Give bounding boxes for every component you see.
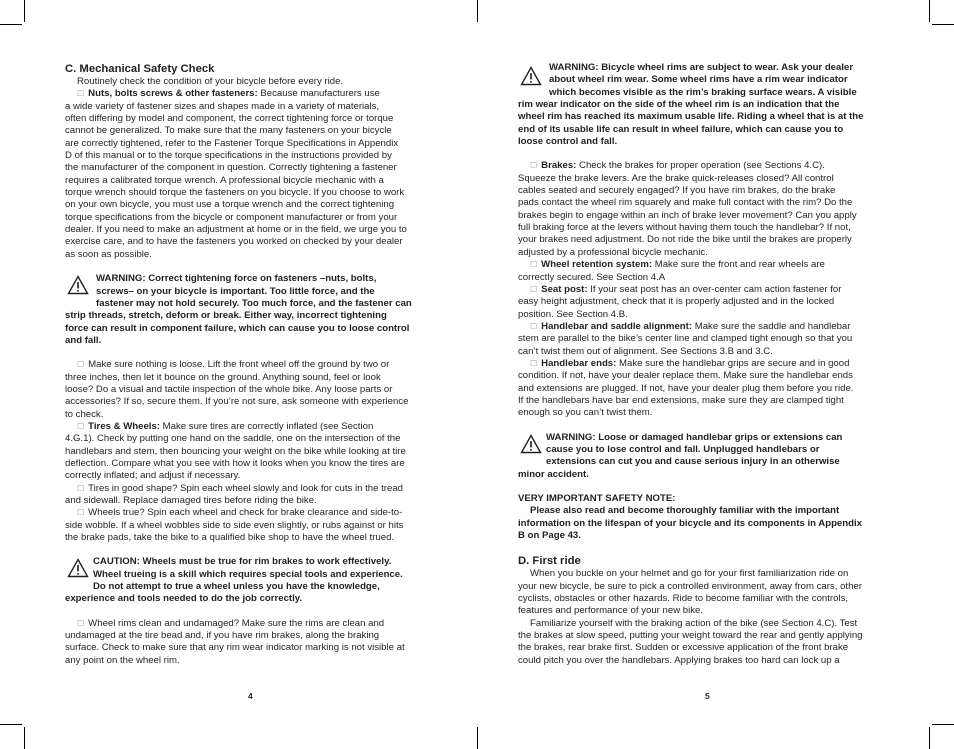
wheel-retention-paragraph: ☐ Wheel retention system: Make sure the front and rear wheels are correctly secured. See Section 4.A (518, 259, 825, 283)
crop-mark (932, 24, 954, 25)
page-number: 4 (248, 691, 253, 701)
warning-triangle-icon (520, 66, 542, 86)
crop-mark (0, 724, 22, 725)
checkbox-bullet-icon: ☐ (530, 260, 538, 270)
checkbox-bullet-icon: ☐ (77, 360, 85, 370)
checkbox-bullet-icon: ☐ (77, 508, 85, 518)
page-number: 5 (705, 691, 710, 701)
checkbox-bullet-icon: ☐ (530, 161, 538, 171)
handlebar-ends-paragraph: ☐ Handlebar ends: Make sure the handlebar grips are secure and in good condition. If not, have your dealer replace them. Make sure the handlebar ends and extensions are plugged. If not, have your dealer plug them before you ride. If the handlebars have bar end extensions, make sure they are clamped tight enough so you can’t twist them. (518, 357, 854, 419)
nuts-bolts-paragraph: ☐ Nuts, bolts screws & other fasteners: Because manufacturers use a wide variety of fastener sizes and shapes made in a variety of materials, often differing by model and component, the correct tightening force or torque cannot be generalized. To make sure that the many fasteners on your bicycle are correctly tightened, refer to the Fastener Torque Specifications in Appendix D of this manual or to the torque specifications in the instructions provided by the manufacturer of the component in question. Correctly tightening a fastener requires a calibrated torque wrench. A professional bicycle mechanic with a torque wrench should torque the fasteners on you bicycle. If you choose to work on your own bicycle, you must use a torque wrench and the correct tightening torque specifications from the bicycle or component manufacturer or from your dealer. If you need to make an adjustment at home or in the field, we urge you to exercise care, and to have the fasteners you worked on checked by your dealer as soon as possible. (65, 88, 407, 260)
important-safety-note: VERY IMPORTANT SAFETY NOTE: Please also read and become thoroughly familiar with the important information on the lifespan of your bicycle and its components in Appendix B on Page 43. (518, 493, 890, 542)
warning-triangle-icon (67, 275, 89, 295)
warning-handlebar-grips: WARNING: Loose or damaged handlebar grips or extensions can cause you to lose control and fall. Unplugged handlebars or extensions can cut you and cause serious injury in an otherwise minor accident. (518, 431, 843, 480)
crop-mark (0, 24, 22, 25)
intro-text: Routinely check the condition of your bicycle before every ride. (77, 76, 344, 87)
wheels-true-paragraph: ☐ Wheels true? Spin each wheel and check for brake clearance and side-to- side wobble. If a wheel wobbles side to side even slightly, or rubs against or hits the brake pads, take the bike to a qualified bike shop to have the wheel trued. (65, 507, 404, 544)
tires-wheels-paragraph: ☐ Tires & Wheels: Make sure tires are correctly inflated (see Section 4.G.1). Check by putting one hand on the saddle, one on the intersection of the handlebars and stem, then bouncing your weight on the bike while looking at tire deflection. Compare what you see with how it looks when you know the tires are correctly inflated; and adjust if necessary. (65, 420, 406, 482)
warning-fastener-torque: WARNING: Correct tightening force on fasteners –nuts, bolts, screws– on your bicycle is important. Too little force, and the fastener may not hold securely. Too much force, and the fastener can strip threads, stretch, deform or break. Either way, incorrect tightening force can result in component failure, which can cause you to loose control and fall. (65, 273, 412, 346)
checkbox-bullet-icon: ☐ (77, 618, 85, 628)
crop-mark (932, 724, 954, 725)
right-page (518, 62, 890, 667)
brakes-paragraph: ☐ Brakes: Check the brakes for proper operation (see Sections 4.C). Squeeze the brake levers. Are the brake quick-releases closed? All control cables seated and securely engaged? If you have rim brakes, do the brake pads contact the wheel rim squarely and make full contact with the rim? Do the brakes begin to engage within an inch of brake lever movement? Can you apply full braking force at the levers without having them touch the handlebar? If not, your brakes need adjustment. Do not ride the bike until the brakes are properly adjusted by a professional bicycle mechanic. (518, 160, 857, 258)
important-note-title: VERY IMPORTANT SAFETY NOTE: (518, 493, 676, 504)
checkbox-bullet-icon: ☐ (77, 89, 85, 99)
checkbox-bullet-icon: ☐ (77, 421, 85, 431)
tires-shape-paragraph: ☐ Tires in good shape? Spin each wheel slowly and look for cuts in the tread and sidewall. Replace damaged tires before riding the bike. (65, 482, 403, 506)
nuts-bolts-label: Nuts, bolts screws & other fasteners: (88, 88, 258, 100)
left-page (65, 62, 437, 667)
seat-post-paragraph: ☐ Seat post: If your seat post has an over-center cam action fastener for easy height adjustment, check that it is properly adjusted and in the locked position. See Section 4.B. (518, 283, 842, 320)
checkbox-bullet-icon: ☐ (77, 483, 85, 493)
crop-mark (477, 727, 478, 749)
section-heading-first-ride: D. First ride (518, 555, 581, 568)
crop-mark (24, 727, 25, 749)
handlebar-alignment-paragraph: ☐ Handlebar and saddle alignment: Make sure the saddle and handlebar stem are parallel to the bike’s center line and clamped tight enough so that you can’t twist them out of alignment. See Sections 3.B and 3.C. (518, 320, 853, 357)
rims-clean-paragraph: ☐ Wheel rims clean and undamaged? Make sure the rims are clean and undamaged at the tire bead and, if you have rim brakes, along the braking surface. Check to make sure that any rim wear indicator marking is not visible at any point on the wheel rim. (65, 617, 405, 666)
warning-triangle-icon (67, 558, 89, 578)
crop-mark (929, 727, 930, 749)
checkbox-bullet-icon: ☐ (530, 284, 538, 294)
caution-wheel-true: CAUTION: Wheels must be true for rim brakes to work effectively. Wheel trueing is a skill which requires special tools and experience. Do not attempt to true a wheel unless you have the knowledge, experience and tools needed to do the job correctly. (65, 556, 403, 605)
loose-check-paragraph: ☐ Make sure nothing is loose. Lift the front wheel off the ground by two or three inches, then let it bounce on the ground. Anything sound, feel or look loose? Do a visual and tactile inspection of the whole bike. Any loose parts or accessories? If so, secure them. If you’re not sure, ask someone with experience to check. (65, 359, 409, 420)
checkbox-bullet-icon: ☐ (530, 358, 538, 368)
first-ride-paragraph-2: Familiarize yourself with the braking action of the bike (see Section 4.C). Test the brakes at slow speed, putting your weight toward the rear and gently applying the brakes, rear brake first. Sudden or excessive application of the front brake could pitch you over the handlebars. Applying brakes too hard can lock up a (518, 617, 863, 666)
crop-mark (929, 0, 930, 22)
checkbox-bullet-icon: ☐ (530, 321, 538, 331)
warning-rim-wear: WARNING: Bicycle wheel rims are subject to wear. Ask your dealer about wheel rim wear. Some wheel rims have a rim wear indicator which becomes visible as the rim’s braking surface wears. A visible rim wear indicator on the side of the wheel rim is an indication that the wheel rim has reached its maximum usable life. Riding a wheel that is at the end of its usable life can result in wheel failure, which can cause you to loose control and fall. (518, 62, 864, 148)
crop-mark (477, 0, 478, 22)
crop-mark (24, 0, 25, 22)
warning-triangle-icon (520, 434, 542, 454)
first-ride-paragraph-1: When you buckle on your helmet and go for your first familiarization ride on your new bicycle, be sure to pick a controlled environment, away from cars, other cyclists, obstacles or other hazards. Ride to become familiar with the controls, features and performance of your new bike. (518, 568, 862, 617)
section-heading-mechanical-safety: C. Mechanical Safety Check (65, 63, 215, 75)
